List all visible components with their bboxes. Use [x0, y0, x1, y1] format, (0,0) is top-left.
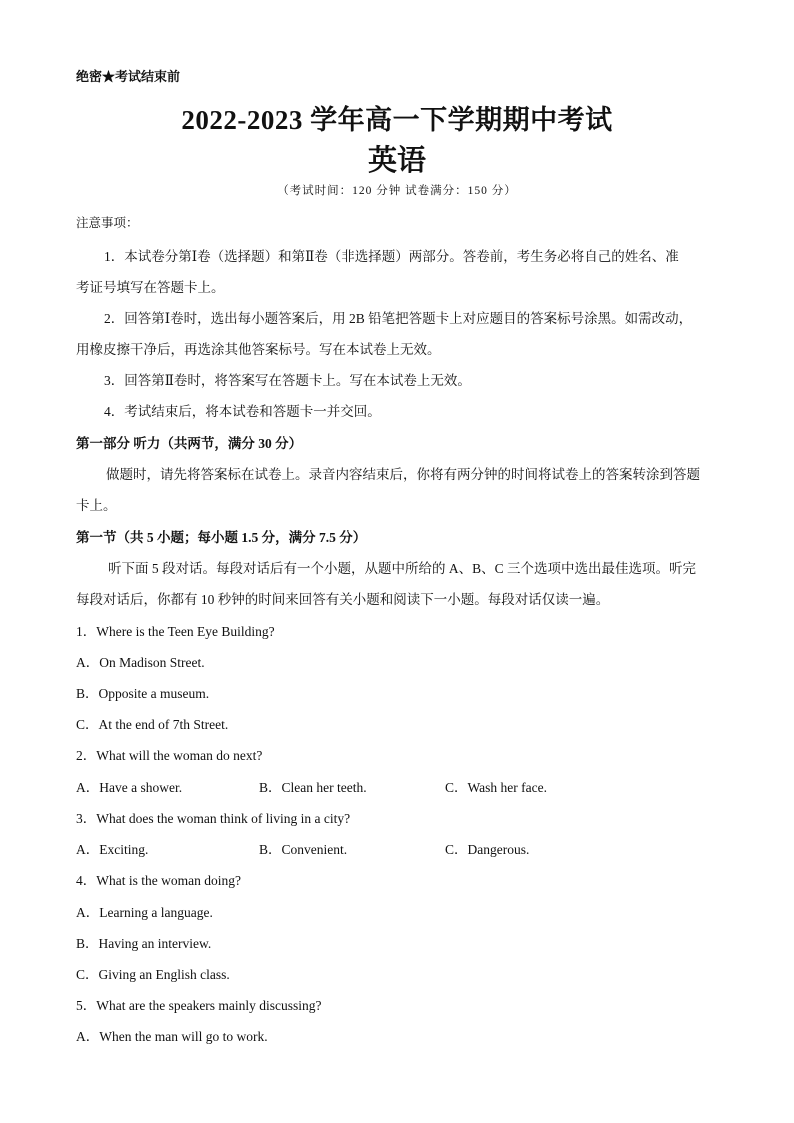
answer-option: C．Giving an English class. [76, 967, 230, 982]
answer-option: A．Exciting. [76, 842, 149, 857]
question-stem: 1．Where is the Teen Eye Building? [76, 624, 275, 639]
note-item: 3．回答第Ⅱ卷时，将答案写在答题卡上。写在本试卷上无效。 [104, 373, 471, 388]
note-item: 用橡皮擦干净后，再选涂其他答案标号。写在本试卷上无效。 [76, 342, 441, 357]
answer-option: B．Clean her teeth. [259, 780, 367, 795]
exam-title: 2022-2023 学年高一下学期期中考试 [181, 105, 613, 135]
answer-option: C．At the end of 7th Street. [76, 717, 229, 732]
answer-option: B．Having an interview. [76, 936, 212, 951]
exam-time-info: （考试时间：120 分钟 试卷满分：150 分） [277, 185, 517, 197]
note-item: 1．本试卷分第Ⅰ卷（选择题）和第Ⅱ卷（非选择题）两部分。答卷前，考生务必将自己的姓名、准 [104, 249, 679, 264]
note-item: 4．考试结束后，将本试卷和答题卡一并交回。 [104, 404, 381, 419]
answer-option: B．Convenient. [259, 842, 348, 857]
part1-instruction: 做题时，请先将答案标在试卷上。录音内容结束后，你将有两分钟的时间将试卷上的答案转涂到答题 [106, 467, 700, 482]
note-item: 考证号填写在答题卡上。 [76, 280, 225, 295]
answer-option: A．Have a shower. [76, 780, 183, 795]
answer-option: C．Wash her face. [445, 780, 547, 795]
question-stem: 3．What does the woman think of living in a city? [76, 811, 351, 826]
question-stem: 2．What will the woman do next? [76, 748, 263, 763]
answer-option: A．Learning a language. [76, 905, 213, 920]
answer-option: A．When the man will go to work. [76, 1029, 268, 1044]
question-stem: 4．What is the woman doing? [76, 873, 241, 888]
section1-heading: 第一节（共 5 小题；每小题 1.5 分，满分 7.5 分） [76, 530, 367, 545]
part1-heading: 第一部分 听力（共两节，满分 30 分） [76, 436, 303, 451]
subject-title: 英语 [367, 145, 426, 177]
answer-option: C．Dangerous. [445, 842, 530, 857]
answer-option: B．Opposite a museum. [76, 686, 210, 701]
part1-instruction: 卡上。 [76, 498, 117, 513]
answer-option: A．On Madison Street. [76, 655, 205, 670]
note-item: 2．回答第Ⅰ卷时，选出每小题答案后，用 2B 铅笔把答题卡上对应题目的答案标号涂黑。如需改动， [104, 311, 693, 326]
question-stem: 5．What are the speakers mainly discussing? [76, 998, 322, 1013]
section1-instruction: 每段对话后，你都有 10 秒钟的时间来回答有关小题和阅读下一小题。每段对话仅读一遍。 [76, 592, 610, 607]
section1-instruction: 听下面 5 段对话。每段对话后有一个小题，从题中所给的 A、B、C 三个选项中选出最佳选项。听完 [108, 561, 697, 576]
notes-heading: 注意事项： [76, 216, 139, 230]
confidential-mark: 绝密★考试结束前 [76, 69, 181, 84]
